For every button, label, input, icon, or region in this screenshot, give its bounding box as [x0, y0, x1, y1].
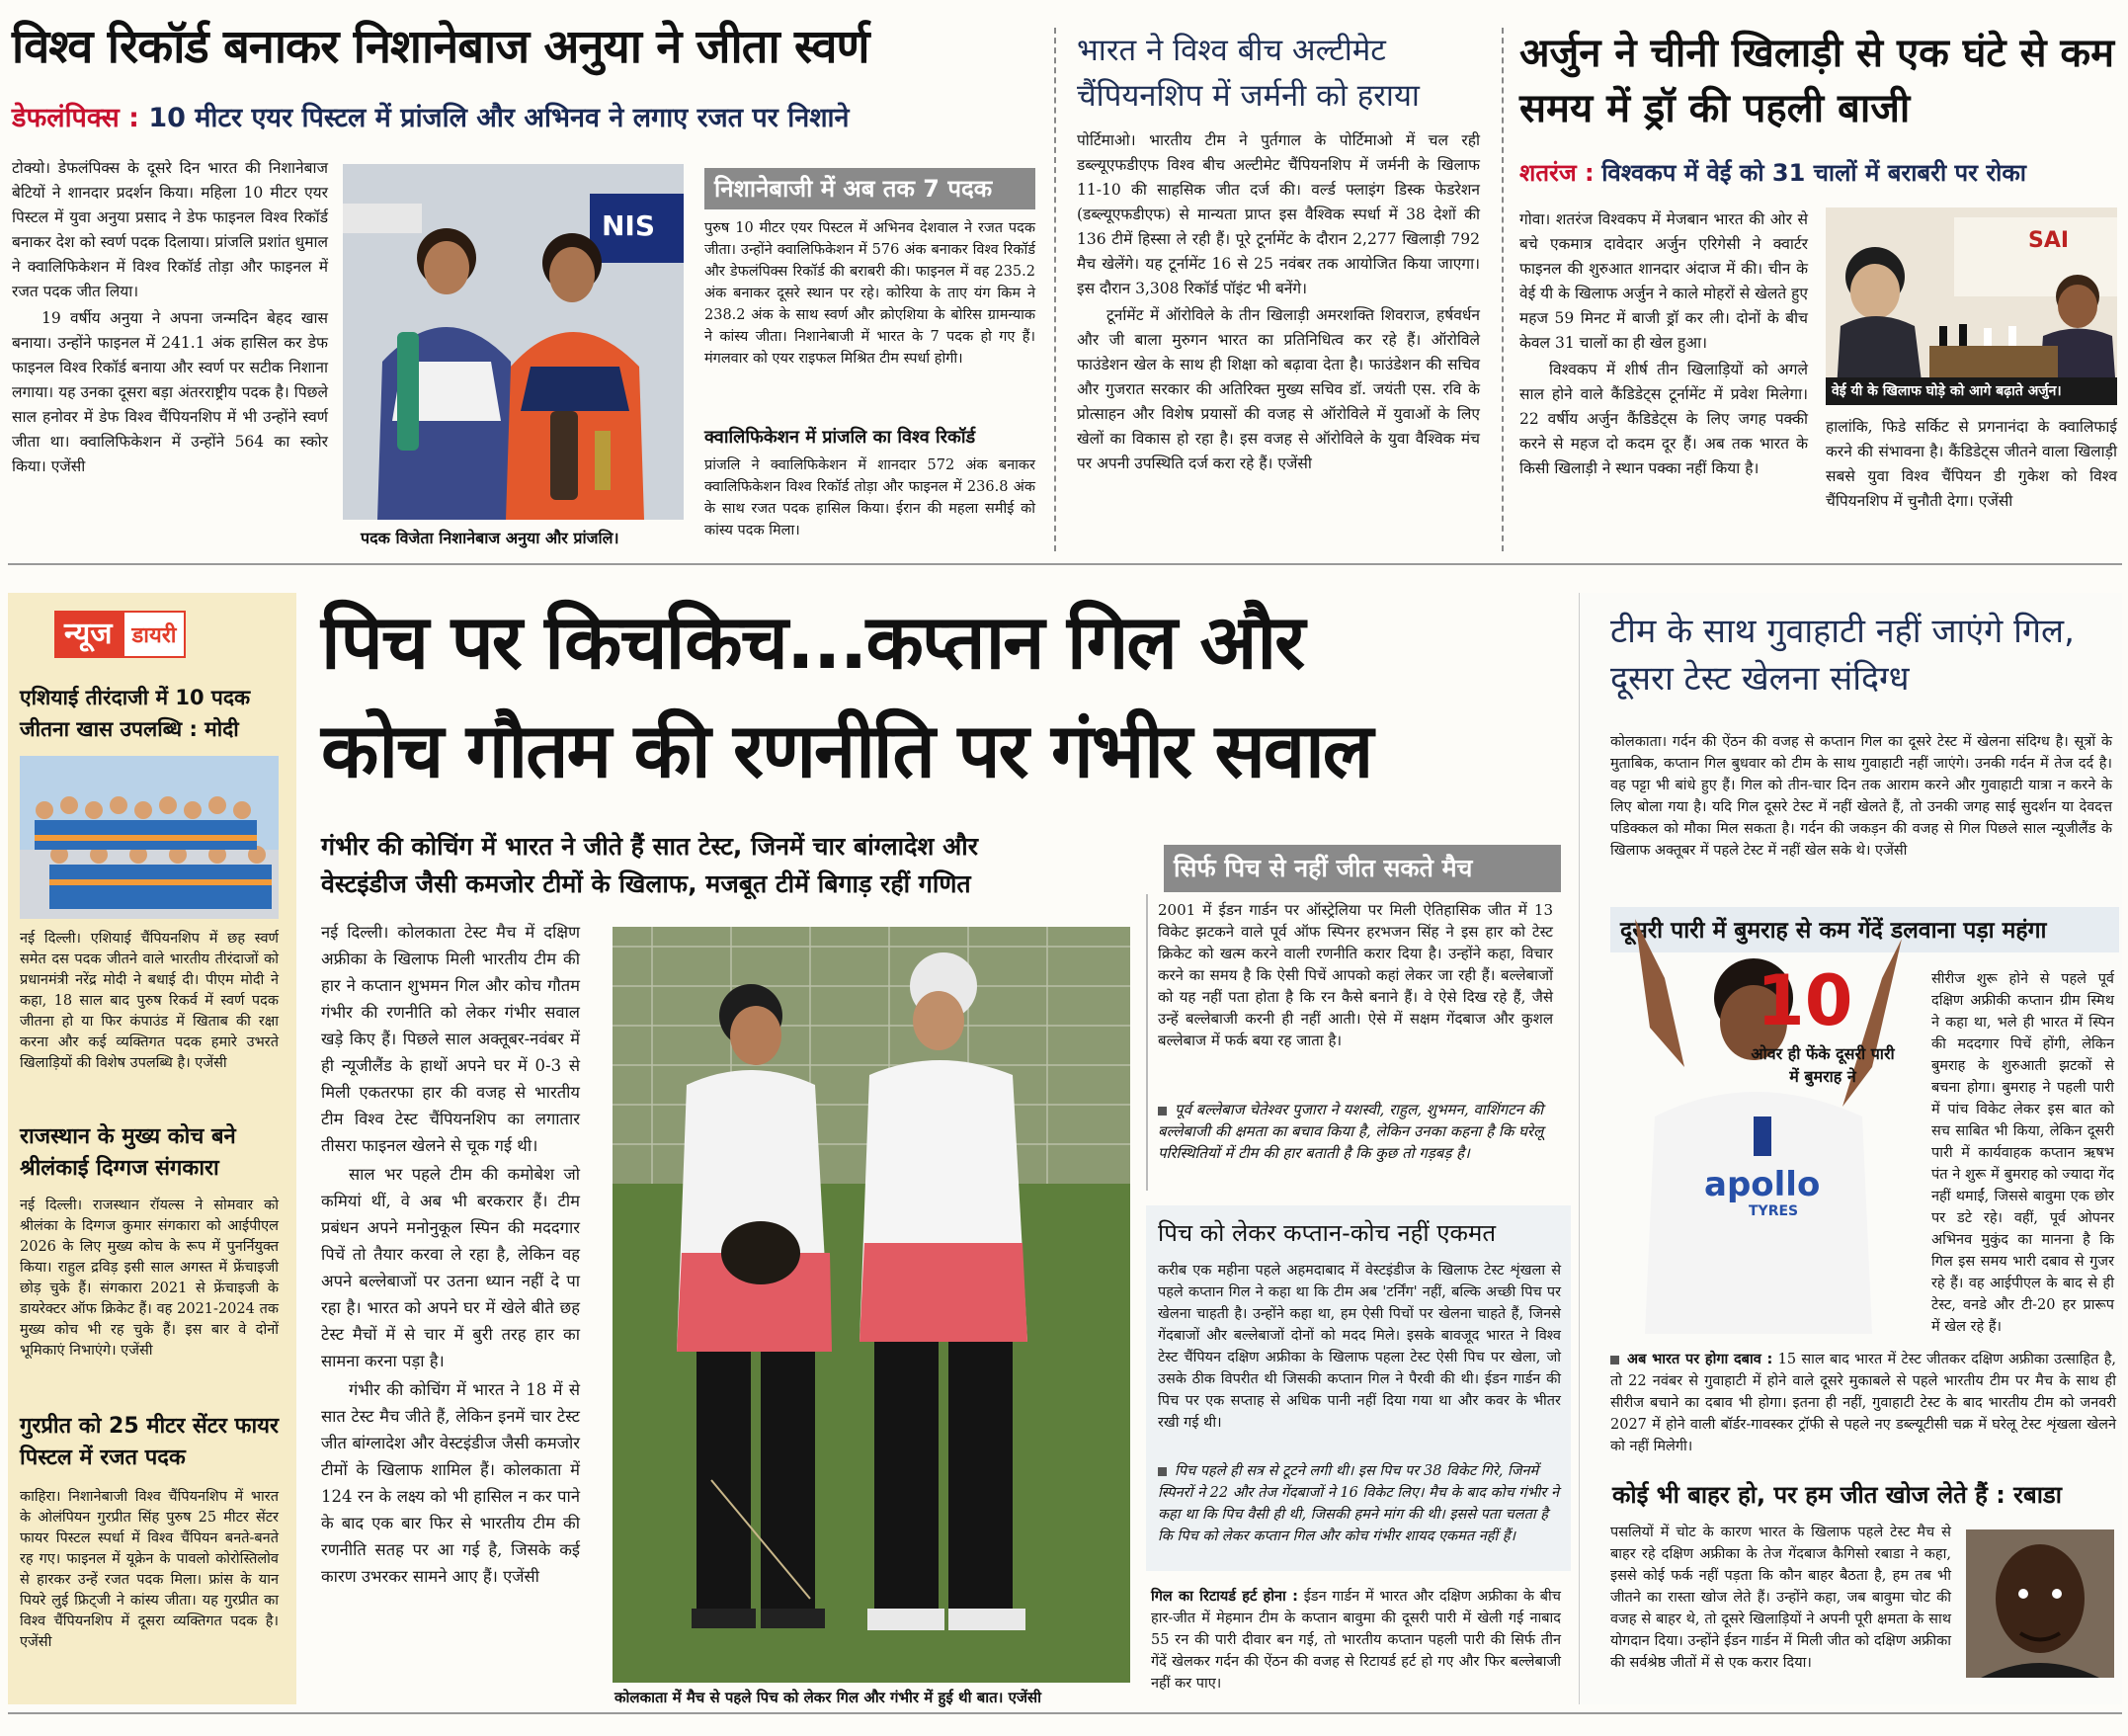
- captain-coach-box-body: करीब एक महीना पहले अहमदाबाद में वेस्टइंडीज के खिलाफ टेस्ट शृंखला से पहले कप्तान गिल ने कहा था कि टीम अब 'टर्निंग' नहीं, बल्कि अच्छी पिच पर खेलना चाहती है। उन्होंने कहा था, हम ऐसी पिचों पर खेलना चाहते हैं, जिनसे गेंदबाजों और बल्लेबाजों दोनों को मदद मिले। इसके बावजूद भारत ने विश्व टेस्ट चैंपियन दक्षिण अफ्रीका के खिलाफ पहला टेस्ट ऐसी पिच पर खेला, जो उसके ठीक विपरीत थी जिसकी कप्तान गिल ने पैरवी की थी। ईडन गार्डन की पिच पर एक सप्ताह से अधिक पानी नहीं दिया गया था और कवर के भीतर रखी गई थी।: [1158, 1263, 1561, 1431]
- sidebar-body-2: नई दिल्ली। राजस्थान रॉयल्स ने सोमवार को श्रीलंका के दिग्गज कुमार संगकारा को आईपीएल 2026 के लिए मुख्य कोच के रूप में पुनर्नियुक्त किया। राहुल द्रविड़ इसी साल अगस्त में फ्रेंचाइजी छोड़ चुके हैं। संगकारा 2021 से फ्रेंचाइजी के डायरेक्टर ऑफ क्रिकेट हैं। वह 2021-2024 तक मुख्य कोच भी रह चुके हैं। इस बार वे दोनों भूमिकाएं निभाएंगे। एजेंसी: [20, 1198, 279, 1359]
- svg-text:SAI: SAI: [2028, 228, 2070, 253]
- shooting-box-subhead: क्वालिफिकेशन में प्रांजलि का विश्व रिकॉर्ड: [704, 427, 976, 448]
- rabada-subhead: कोई भी बाहर हो, पर हम जीत खोज लेते हैं : रबाडा: [1612, 1481, 2062, 1509]
- rabada-photo: [1966, 1529, 2114, 1678]
- shooters-photo: [343, 164, 684, 520]
- gill-gambhir-photo-caption: कोलकाता में मैच से पहले पिच को लेकर गिल और गंभीर में हुई थी बात। एजेंसी: [614, 1689, 1042, 1706]
- sidebar-headline-1: एशियाई तीरंदाजी में 10 पदक जीतना खास उपलब्धि : मोदी: [20, 686, 251, 741]
- rabada-body: पसलियों में चोट के कारण भारत के खिलाफ पहले टेस्ट मैच से बाहर रहे दक्षिण अफ्रीका के तेज गेंदबाज कैगिसो रबाडा ने कहा, इससे कोई फर्क नहीं पड़ता कि कौन बाहर बैठता है, हम तब भी जीतने का रास्ता खोज लेते हैं। उन्होंने कहा, जब बावुमा चोट की वजह से बाहर थे, तो दूसरे खिलाड़ियों ने अपनी पूरी क्षमता के साथ योगदान दिया। उन्होंने ईडन गार्डन में मिली जीत को दक्षिण अफ्रीका की सर्वश्रेष्ठ जीतों में से एक करार दिया।: [1610, 1525, 1951, 1671]
- main-headline-line-1: पिच पर किचकिच...कप्तान गिल और: [321, 598, 1304, 686]
- bumrah-body: सीरीज शुरू होने से पहले पूर्व दक्षिण अफ्रीकी कप्तान ग्रीम स्मिथ ने कहा था, भले ही भारत में स्पिन की मददगार पिचें होंगी, लेकिन बुमराह के शुरुआती झटकों से बचना होगा। बुमराह ने पहली पारी में पांच विकेट लेकर इस बात को सच साबित भी किया, लेकिन दूसरी पारी में कार्यवाहक कप्तान ऋषभ पंत ने शुरू में बुमराह को ज्यादा गेंद नहीं थमाईं, जिससे बावुमा एक छोर पर डटे रहे। वहीं, पूर्व ओपनर अभिनव मुकुंद का मानना है कि गिल इस समय भारी दबाव से गुजर रहे हैं। वह आईपीएल के बाद से ही टेस्ट, वनडे और टी-20 हर प्रारूप में खेल रहे हैं।: [1931, 971, 2114, 1335]
- shooting-box-title: निशानेबाजी में अब तक 7 पदक: [704, 168, 1035, 209]
- bullet-icon: [1158, 1467, 1167, 1476]
- top-right-subhead: [1519, 156, 2026, 189]
- shooting-box-body2: प्रांजलि ने क्वालिफिकेशन में शानदार 572 अंक बनाकर क्वालिफिकेशन विश्व रिकॉर्ड तोड़ा और फाइनल में 236.8 अंक के साथ रजत पदक हासिल किया। ईरान की महला समीई को कांस्य पदक मिला।: [704, 457, 1035, 538]
- divider: [1054, 28, 1056, 551]
- sidebar-headline-3: गुरप्रीत को 25 मीटर सेंटर फायर पिस्टल में रजत पदक: [20, 1414, 279, 1470]
- bullet-icon: [1158, 1107, 1167, 1116]
- chess-photo: [1826, 207, 2117, 405]
- gill-gambhir-photo: [613, 927, 1130, 1683]
- bumrah-number-caption: ओवर ही फेंके दूसरी पारी में बुमराह ने: [1751, 1044, 1895, 1086]
- svg-text:apollo: apollo: [1704, 1165, 1821, 1204]
- divider: [1502, 28, 1504, 551]
- sidebar-body-3: काहिरा। निशानेबाजी विश्व चैंपियनशिप में भारत के ओलंपियन गुरप्रीत सिंह पुरुष 25 मीटर सेंटर फायर पिस्टल स्पर्धा में विश्व चैंपियन बनते-बनते रह गए। फाइनल में यूक्रेन के पावलो कोरोस्तिलोव से हारकर उन्हें रजत पदक मिला। फ्रांस के यान पियरे लुई फ्रिट्जी ने कांस्य जीता। यह गुरप्रीत का विश्व चैंपियनशिप में दूसरा व्यक्तिगत पदक है। एजेंसी: [20, 1489, 279, 1650]
- news-diary-badge: [54, 611, 186, 658]
- top-left-headline: विश्व रिकॉर्ड बनाकर निशानेबाज अनुया ने जीता स्वर्ण: [12, 20, 869, 74]
- svg-text:TYRES: TYRES: [1749, 1203, 1799, 1219]
- top-right-headline: अर्जुन ने चीनी खिलाड़ी से एक घंटे से कम समय में ड्रॉ की पहली बाजी: [1519, 31, 2115, 131]
- section-rule: [8, 563, 2122, 565]
- captain-coach-box-title: पिच को लेकर कप्तान-कोच नहीं एकमत: [1158, 1219, 1497, 1247]
- top-left-body-col1: टोक्यो। डेफलंपिक्स के दूसरे दिन भारत की निशानेबाज बेटियों ने शानदार प्रदर्शन किया। महिला 10 मीटर एयर पिस्टल में युवा अनुया प्रसाद ने डेफ फाइनल विश्व रिकॉर्ड बनाकर देश को स्वर्ण पदक दिलाया। प्रांजलि प्रशांत धुमाल ने क्वालिफिकेशन में विश्व रिकॉर्ड तोड़ा और फाइनल में रजत पदक जीत लिया। 19 वर्षीय अनुया ने अपना जन्मदिन बेहद खास बनाया। उन्होंने फाइनल में 241.1 अंक हासिल कर डेफ फाइनल विश्व रिकॉर्ड बनाया और स्वर्ण पर सटीक निशाना लगाया। यह उनका दूसरा बड़ा अंतरराष्ट्रीय पदक है। पिछले साल हनोवर में डेफ विश्व चैंपियनशिप में भी उन्होंने स्वर्ण जीता था। क्वालिफिकेशन में उन्होंने 564 का स्कोर किया। एजेंसी: [12, 159, 328, 475]
- pressure-note-kicker: अब भारत पर होगा दबाव :: [1627, 1352, 1773, 1367]
- shooters-photo-caption: पदक विजेता निशानेबाज अनुया और प्रांजलि।: [361, 529, 619, 547]
- archery-team-photo: [20, 756, 279, 919]
- news-diary-badge-2: डायरी: [123, 611, 187, 658]
- top-right-subhead-text: विश्वकप में वेई को 31 चालों में बराबरी पर रोका: [1601, 159, 2027, 187]
- gill-retired-hurt-kicker: गिल का रिटायर्ड हर्ट होना :: [1151, 1589, 1298, 1605]
- right-headline: टीम के साथ गुवाहाटी नहीं जाएंगे गिल, दूसरा टेस्ट खेलना संदिग्ध: [1610, 612, 2075, 699]
- pressure-note: अब भारत पर होगा दबाव : 15 साल बाद भारत में टेस्ट जीतकर दक्षिण अफ्रीका उत्साहित है, तो 22 नवंबर से गुवाहाटी में होने वाले दूसरे मुकाबले से पहले भारतीय टीम पर मैच के साथ ही सीरीज बचाने का दबाव भी होगा। इतना ही नहीं, गुवाहाटी टेस्ट के बाद भारतीय टीम को जनवरी 2027 में होने वाली बॉर्डर-गावस्कर ट्रॉफी से पहले नए डब्ल्यूटीसी चक्र में घरेलू टेस्ट शृंखला खेलने को नहीं मिलेगी।: [1610, 1352, 2116, 1454]
- top-left-kicker: डेफलंपिक्स :: [12, 103, 139, 133]
- top-right-body: गोवा। शतरंज विश्वकप में मेजबान भारत की ओर से बचे एकमात्र दावेदार अर्जुन एरिगेसी ने क्वार्टर फाइनल की शुरुआत शानदार अंदाज में की। चीन के वेई यी के खिलाफ अर्जुन ने काले मोहरों से खेलते हुए महज 59 मिनट में बाजी ड्रॉ कर ली। दोनों के बीच केवल 31 चालों का ही खेल हुआ। विश्वकप में शीर्ष तीन खिलाड़ियों को अगले साल होने वाले कैंडिडेट्स टूर्नामेंट में प्रवेश मिलेगा। 22 वर्षीय अर्जुन कैंडिडेट्स के लिए जगह पक्की करने से महज दो कदम दूर हैं। अब तक भारत के किसी खिलाड़ी ने स्थान पक्का नहीं किया है।: [1519, 210, 1808, 477]
- top-mid-headline: भारत ने विश्व बीच अल्टीमेट चैंपियनशिप में जर्मनी को हराया: [1077, 33, 1420, 114]
- divider: [1579, 593, 1580, 1704]
- bottom-rule: [8, 1712, 2122, 1714]
- main-body: नई दिल्ली। कोलकाता टेस्ट मैच में दक्षिण अफ्रीका के खिलाफ मिली भारतीय टीम की हार ने कप्तान शुभमन गिल और कोच गौतम गंभीर की रणनीति को लेकर गंभीर सवाल खड़े किए हैं। पिछले साल अक्तूबर-नवंबर में ही न्यूजीलैंड के हाथों अपने घर में 0-3 से मिली एकतरफा हार की वजह से भारतीय टीम विश्व टेस्ट चैंपियनशिप का लगातार तीसरा फाइनल खेलने से चूक गई थी। साल भर पहले टीम की कमोबेश जो कमियां थीं, वे अब भी बरकरार हैं। टीम प्रबंधन अपने मनोनुकूल स्पिन की मददगार पिचें तो तैयार करवा ले रहा है, लेकिन वह अपने बल्लेबाजों पर उतना ध्यान नहीं दे पा रहा है। भारत को अपने घर में खेले बीते छह टेस्ट मैचों में से चार में बुरी तरह हार का सामना करना पड़ा है। गंभीर की कोचिंग में भारत ने 18 में से सात टेस्ट मैच जीते हैं, लेकिन इनमें चार टेस्ट जीत बांग्लादेश और वेस्टइंडीज जैसी कमजोर टीमों के खिलाफ शामिल हैं। कोलकाता में 124 रन के लक्ष्य को भी हासिल न कर पाने के बाद एक बार फिर से भारतीय टीम की रणनीति सतह पर आ गई है, जिसके कई कारण उभरकर सामने आए हैं। एजेंसी: [321, 923, 580, 1586]
- gill-retired-hurt: गिल का रिटायर्ड हर्ट होना : ईडन गार्डन में भारत और दक्षिण अफ्रीका के बीच हार-जीत में मेहमान टीम के कप्तान बावुमा की दूसरी पारी में खेली गई नाबाद 55 रन की पारी दीवार बन गई, तो भारतीय कप्तान पहली पारी की सिर्फ तीन गेंदें खेलकर गर्दन की ऐंठन की वजह से रिटायर्ड हर्ट हो गए और फिर बल्लेबाजी नहीं कर पाए।: [1151, 1589, 1562, 1692]
- captain-coach-box-note: पिच पहले ही सत्र से टूटने लगी थी। इस पिच पर 38 विकेट गिरे, जिनमें स्पिनरों ने 22 और तेज गेंदबाजों ने 16 विकेट लिए। मैच के बाद कोच गंभीर ने कहा था कि पिच वैसी ही थी, जिसकी हमने मांग की थी। इससे पता चलता है कि पिच को लेकर कप्तान गिल और कोच गंभीर शायद एकमत नहीं हैं।: [1158, 1463, 1559, 1544]
- bullet-icon: [1610, 1356, 1619, 1364]
- chess-photo-caption: वेई यी के खिलाफ घोड़े को आगे बढ़ाते अर्जुन।: [1826, 377, 2117, 405]
- top-left-subhead: [12, 99, 850, 138]
- pitch-box-title: सिर्फ पिच से नहीं जीत सकते मैच: [1164, 845, 1561, 892]
- news-diary-badge-1: न्यूज: [54, 611, 123, 658]
- top-mid-body: पोर्टिमाओ। भारतीय टीम ने पुर्तगाल के पोर्टिमाओ में चल रही डब्ल्यूएफडीएफ विश्व बीच अल्टीमेट चैंपियनशिप में जर्मनी के खिलाफ 11-10 की साहसिक जीत दर्ज की। वर्ल्ड फ्लाइंग डिस्क फेडरेशन (डब्ल्यूएफडीएफ) से मान्यता प्राप्त इस वैश्विक स्पर्धा में 38 देशों की 136 टीमें हिस्सा ले रही हैं। पूरे टूर्नामेंट के दौरान 2,277 खिलाड़ी 792 मैच खेलेंगे। यह टूर्नामेंट 16 से 25 नवंबर तक आयोजित किया जाएगा। इस दौरान 3,308 रिकॉर्ड पॉइंट भी बनेंगे। टूर्नामेंट में ऑरोविले के तीन खिलाड़ी अमरशक्ति शिवराज, हर्षवर्धन और जी बाला मुरुगन भारत का प्रतिनिधित्व कर रहे हैं। ऑरोविले फाउंडेशन खेल के साथ ही शिक्षा को बढ़ावा देता है। फाउंडेशन की सचिव और गुजरात सरकार की अतिरिक्त मुख्य सचिव डॉ. जयंती एस. रवि के प्रोत्साहन और विशेष प्रयासों की वजह से ऑरोविले में युवाओं के लिए खेलों का विकास हो रहा है। इस वजह से ऑरोविले के युवा वैश्विक मंच पर अपनी उपस्थिति दर्ज करा रहे हैं। एजेंसी: [1077, 131, 1480, 472]
- bumrah-big-number: 10: [1757, 960, 1853, 1041]
- top-right-kicker: शतरंज :: [1519, 159, 1595, 187]
- shooting-box-body: पुरुष 10 मीटर एयर पिस्टल में अभिनव देशवाल ने रजत पदक जीता। उन्होंने क्वालिफिकेशन में 576 अंक बनाकर विश्व रिकॉर्ड और डेफलंपिक्स रिकॉर्ड की बराबरी की। फाइनल में वह 235.2 अंक बनाकर दूसरे स्थान पर रहे। कोरिया के ताए यंग किम ने 238.2 अंक के साथ स्वर्ण और क्रोएशिया के बोरिस ग्रामन्याक ने कांस्य जीता। निशानेबाजी में भारत के 7 पदक हो गए हैं। मंगलवार को एयर राइफल मिश्रित टीम स्पर्धा होगी।: [704, 220, 1035, 367]
- top-left-subhead-text: 10 मीटर एयर पिस्टल में प्रांजलि और अभिनव ने लगाए रजत पर निशाने: [148, 103, 850, 133]
- right-body: कोलकाता। गर्दन की ऐंठन की वजह से कप्तान गिल का दूसरे टेस्ट में खेलना संदिग्ध है। सूत्रों के मुताबिक, कप्तान गिल बुधवार को टीम के साथ गुवाहाटी नहीं जाएंगे। उनकी गर्दन में तेज दर्द है। वह पट्टा भी बांधे हुए हैं। गिल को तीन-चार दिन तक आराम करने और गुवाहाटी यात्रा न करने के लिए बोला गया है। यदि गिल दूसरे टेस्ट में नहीं खेलते हैं, तो उनकी जगह साई सुदर्शन या देवदत्त पडिक्कल को मौका मिल सकता है। गर्दन की जकड़न की वजह से गिल पिछले साल न्यूजीलैंड के खिलाफ अक्तूबर में पहले टेस्ट में नहीं खेल सके थे। एजेंसी: [1610, 734, 2112, 859]
- main-headline-line-2: कोच गौतम की रणनीति पर गंभीर सवाल: [321, 706, 1372, 794]
- sidebar-headline-2: राजस्थान के मुख्य कोच बने श्रीलंकाई दिग्गज संगकारा: [20, 1124, 236, 1181]
- sidebar-body-1: नई दिल्ली। एशियाई चैंपियनशिप में छह स्वर्ण समेत दस पदक जीतने वाले भारतीय तीरंदाजों को प्रधानमंत्री नरेंद्र मोदी ने बधाई दी। पीएम मोदी ने कहा, 18 साल बाद पुरुष रिकर्व में स्वर्ण पदक जीतना हो या फिर कंपाउंड में खिताब की रक्षा करना और कई व्यक्तिगत पदक हमारे उभरते खिलाड़ियों की विशेष उपलब्धि है। एजेंसी: [20, 931, 279, 1071]
- pitch-box-body: 2001 में ईडन गार्डन पर ऑस्ट्रेलिया पर मिली ऐतिहासिक जीत में 13 विकेट झटकने वाले पूर्व ऑफ स्पिनर हरभजन सिंह ने इस हार को टेस्ट क्रिकेट को खत्म करने वाली रणनीति करार दिया है। उन्होंने कहा, विचार करने का समय है कि ऐसी पिचें आपको कहां लेकर जा रही हैं। बल्लेबाजों को यह नहीं पता होता है कि रन कैसे बनाने हैं। वे ऐसे दिख रहे हैं, जैसे उन्हें बल्लेबाजी करनी ही नहीं आती। ऐसे में सक्षम गेंदबाज और कुशल बल्लेबाज में फर्क बया रह जाता है।: [1158, 901, 1553, 1049]
- divider: [1146, 894, 1148, 1191]
- main-deck: गंभीर की कोचिंग में भारत ने जीते हैं सात टेस्ट, जिनमें चार बांग्लादेश और वेस्टइंडीज जैसी कमजोर टीमों के खिलाफ, मजबूत टीमें बिगाड़ रहीं गणित: [321, 832, 978, 898]
- top-right-body3: हालांकि, फिडे सर्किट से प्रगनानंदा के क्वालिफाई करने की संभावना है। कैंडिडेट्स जीतने वाला खिलाड़ी सबसे युवा विश्व चैंपियन डी गुकेश को विश्व चैंपियनशिप में चुनौती देगा। एजेंसी: [1826, 418, 2117, 510]
- bumrah-subhead: दूसरी पारी में बुमराह से कम गेंदें डलवाना पड़ा महंगा: [1620, 918, 2047, 944]
- svg-text:NIS: NIS: [602, 209, 656, 242]
- pitch-box-note: पूर्व बल्लेबाज चेतेश्वर पुजारा ने यशस्वी, राहुल, शुभमन, वाशिंगटन की बल्लेबाजी की क्षमता का बचाव किया है, लेकिन उनका कहना है कि घरेलू परिस्थितियों में टीम की हार बताती है कि कुछ तो गड़बड़ है।: [1158, 1101, 1544, 1162]
